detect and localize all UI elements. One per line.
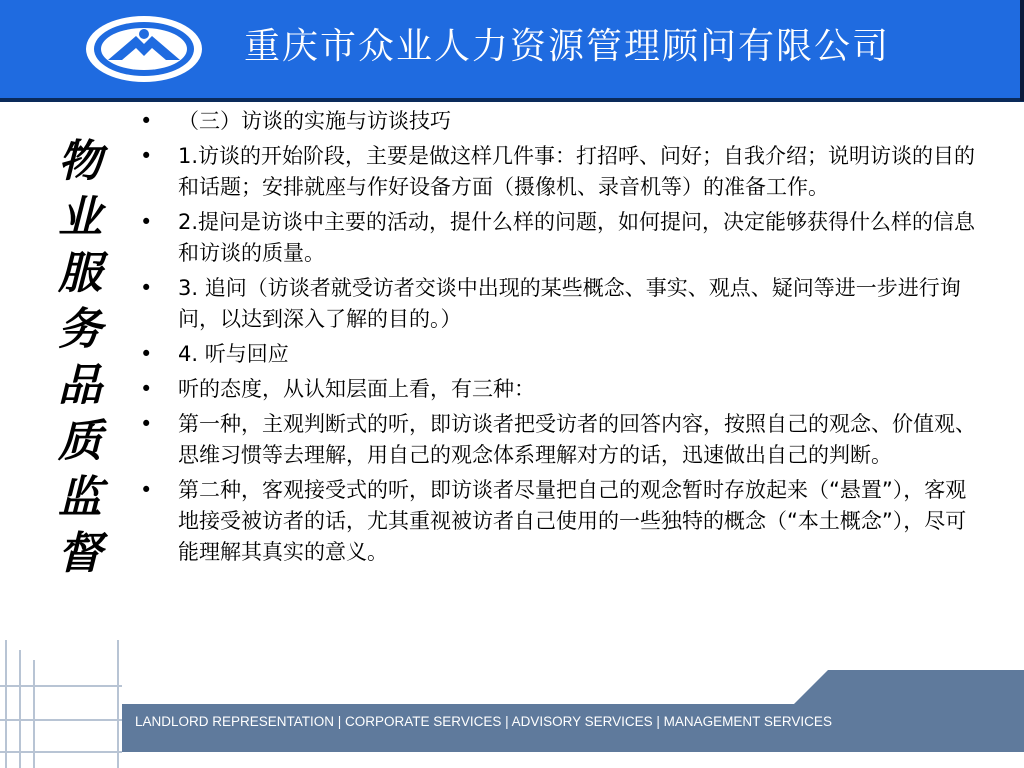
footer-services-text: LANDLORD REPRESENTATION | CORPORATE SERVICES | ADVISORY SERVICES | MANAGEMENT SERVICES xyxy=(135,714,832,729)
list-item xyxy=(136,207,982,269)
list-item-text: 第二种，客观接受式的听，即访谈者尽量把自己的观念暂时存放起来（“悬置”），客观地接受被访者的话，尤其重视被访者自己使用的一些独特的概念（“本土概念”），尽可能理解其真实的意义。 xyxy=(178,478,967,564)
side-title-char: 督 xyxy=(58,528,102,579)
bullet-icon: • xyxy=(140,276,153,300)
side-title-char: 业 xyxy=(58,192,102,243)
list-item-text: 2.提问是访谈中主要的活动，提什么样的问题，如何提问，决定能够获得什么样的信息和访谈的质量。 xyxy=(178,210,976,265)
bullet-icon: • xyxy=(140,210,153,234)
bullet-icon: • xyxy=(140,342,153,366)
side-title-char: 监 xyxy=(58,472,102,523)
side-title-char: 物 xyxy=(58,136,102,187)
list-item-text: （三）访谈的实施与访谈技巧 xyxy=(178,109,451,133)
bullet-list xyxy=(136,106,982,572)
list-item-text: 1.访谈的开始阶段，主要是做这样几件事：打招呼、问好；自我介绍；说明访谈的目的和话题；安排就座与作好设备方面（摄像机、录音机等）的准备工作。 xyxy=(178,144,976,199)
footer-tab xyxy=(828,670,1024,704)
list-item xyxy=(136,273,982,335)
list-item xyxy=(136,475,982,568)
list-item xyxy=(136,141,982,203)
header-edge xyxy=(1020,0,1024,101)
decorative-lines xyxy=(0,640,130,768)
company-logo-icon xyxy=(84,14,204,84)
bullet-icon: • xyxy=(140,144,153,168)
bullet-icon: • xyxy=(140,478,153,502)
bullet-icon: • xyxy=(140,412,153,436)
bullet-icon: • xyxy=(140,109,153,133)
footer-tab-slope xyxy=(794,670,828,704)
list-item-text: 4. 听与回应 xyxy=(178,342,289,366)
header-bar xyxy=(0,0,1024,101)
list-item xyxy=(136,106,982,137)
list-item-text: 第一种，主观判断式的听，即访谈者把受访者的回答内容，按照自己的观念、价值观、思维习惯等去理解，用自己的观念体系理解对方的话，迅速做出自己的判断。 xyxy=(178,412,976,467)
list-item-text: 3. 追问（访谈者就受访者交谈中出现的某些概念、事实、观点、疑问等进一步进行询问，以达到深入了解的目的。） xyxy=(178,276,961,331)
header-divider xyxy=(0,98,1024,102)
list-item-text: 听的态度，从认知层面上看，有三种： xyxy=(178,377,535,401)
side-title-char: 服 xyxy=(58,248,102,299)
side-title-char: 质 xyxy=(58,416,102,467)
side-title-char: 务 xyxy=(58,304,102,355)
bullet-icon: • xyxy=(140,377,153,401)
company-name: 重庆市众业人力资源管理顾问有限公司 xyxy=(244,26,891,67)
list-item xyxy=(136,409,982,471)
side-title-char: 品 xyxy=(58,360,102,411)
list-item xyxy=(136,339,982,370)
side-title xyxy=(52,134,108,582)
list-item xyxy=(136,374,982,405)
